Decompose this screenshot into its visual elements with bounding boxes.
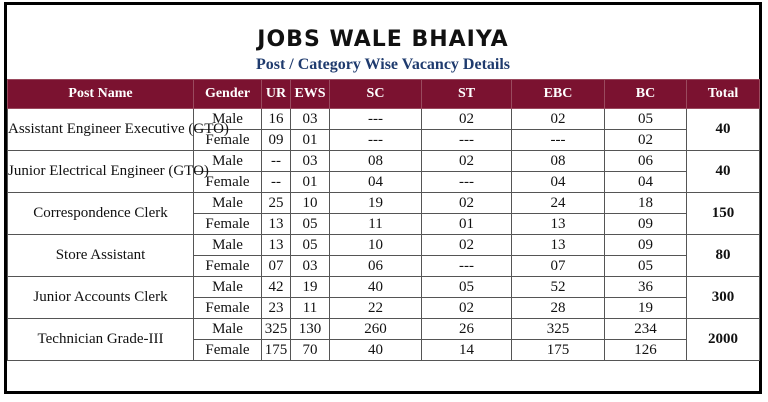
- count-cell: 09: [605, 235, 687, 256]
- count-cell: 16: [262, 109, 291, 130]
- count-cell: 01: [291, 130, 330, 151]
- count-cell: 40: [330, 277, 422, 298]
- table-body: [8, 109, 760, 361]
- total-cell: 300: [687, 277, 760, 319]
- header-gender: Gender: [194, 80, 262, 109]
- header-row: [8, 80, 760, 109]
- count-cell: 08: [330, 151, 422, 172]
- total-cell: 40: [687, 151, 760, 193]
- table-row: [8, 277, 760, 298]
- post-name-cell: Correspondence Clerk: [8, 193, 194, 235]
- total-cell: 40: [687, 109, 760, 151]
- header-ur: UR: [262, 80, 291, 109]
- header-ebc: EBC: [512, 80, 605, 109]
- document-frame: [4, 2, 762, 394]
- gender-cell: Female: [194, 172, 262, 193]
- count-cell: 08: [512, 151, 605, 172]
- count-cell: 42: [262, 277, 291, 298]
- count-cell: 13: [512, 214, 605, 235]
- count-cell: 28: [512, 298, 605, 319]
- count-cell: ---: [422, 172, 512, 193]
- count-cell: 05: [422, 277, 512, 298]
- total-cell: 80: [687, 235, 760, 277]
- count-cell: 11: [330, 214, 422, 235]
- count-cell: 05: [291, 214, 330, 235]
- count-cell: ---: [422, 130, 512, 151]
- count-cell: 03: [291, 109, 330, 130]
- header-bc: BC: [605, 80, 687, 109]
- count-cell: 260: [330, 319, 422, 340]
- count-cell: 09: [605, 214, 687, 235]
- count-cell: 02: [605, 130, 687, 151]
- count-cell: 11: [291, 298, 330, 319]
- count-cell: 04: [512, 172, 605, 193]
- count-cell: 234: [605, 319, 687, 340]
- count-cell: 22: [330, 298, 422, 319]
- gender-cell: Female: [194, 214, 262, 235]
- count-cell: 25: [262, 193, 291, 214]
- table-row: [8, 235, 760, 256]
- count-cell: 02: [422, 151, 512, 172]
- count-cell: 01: [291, 172, 330, 193]
- vacancy-table: [7, 79, 760, 361]
- count-cell: 13: [512, 235, 605, 256]
- gender-cell: Male: [194, 151, 262, 172]
- count-cell: 126: [605, 340, 687, 361]
- count-cell: 03: [291, 151, 330, 172]
- count-cell: 325: [262, 319, 291, 340]
- count-cell: 06: [605, 151, 687, 172]
- gender-cell: Male: [194, 235, 262, 256]
- count-cell: 02: [422, 235, 512, 256]
- brand-title: JOBS WALE BHAIYA: [257, 27, 509, 52]
- count-cell: 24: [512, 193, 605, 214]
- gender-cell: Male: [194, 277, 262, 298]
- count-cell: 03: [291, 256, 330, 277]
- header-st: ST: [422, 80, 512, 109]
- count-cell: 70: [291, 340, 330, 361]
- count-cell: 02: [422, 298, 512, 319]
- count-cell: ---: [330, 130, 422, 151]
- header-post-name: Post Name: [8, 80, 194, 109]
- gender-cell: Male: [194, 319, 262, 340]
- count-cell: 19: [605, 298, 687, 319]
- count-cell: 10: [291, 193, 330, 214]
- count-cell: 175: [512, 340, 605, 361]
- total-cell: 150: [687, 193, 760, 235]
- count-cell: ---: [330, 109, 422, 130]
- post-name-cell: Assistant Engineer Executive (GTO): [8, 109, 194, 151]
- gender-cell: Female: [194, 298, 262, 319]
- count-cell: 175: [262, 340, 291, 361]
- count-cell: 09: [262, 130, 291, 151]
- count-cell: 01: [422, 214, 512, 235]
- count-cell: 36: [605, 277, 687, 298]
- count-cell: 26: [422, 319, 512, 340]
- count-cell: 23: [262, 298, 291, 319]
- count-cell: 05: [605, 109, 687, 130]
- count-cell: 06: [330, 256, 422, 277]
- count-cell: 19: [330, 193, 422, 214]
- count-cell: 02: [512, 109, 605, 130]
- count-cell: --: [262, 151, 291, 172]
- table-row: [8, 193, 760, 214]
- gender-cell: Male: [194, 109, 262, 130]
- count-cell: 40: [330, 340, 422, 361]
- table-subtitle: Post / Category Wise Vacancy Details: [255, 56, 511, 73]
- count-cell: 14: [422, 340, 512, 361]
- count-cell: 18: [605, 193, 687, 214]
- gender-cell: Female: [194, 130, 262, 151]
- count-cell: 10: [330, 235, 422, 256]
- gender-cell: Female: [194, 256, 262, 277]
- header-ews: EWS: [291, 80, 330, 109]
- count-cell: 04: [330, 172, 422, 193]
- count-cell: 04: [605, 172, 687, 193]
- table-row: [8, 151, 760, 172]
- header-total: Total: [687, 80, 760, 109]
- count-cell: 325: [512, 319, 605, 340]
- count-cell: 02: [422, 109, 512, 130]
- gender-cell: Male: [194, 193, 262, 214]
- count-cell: ---: [512, 130, 605, 151]
- count-cell: 05: [291, 235, 330, 256]
- post-name-cell: Store Assistant: [8, 235, 194, 277]
- count-cell: 13: [262, 235, 291, 256]
- count-cell: 19: [291, 277, 330, 298]
- gender-cell: Female: [194, 340, 262, 361]
- count-cell: 07: [512, 256, 605, 277]
- count-cell: ---: [422, 256, 512, 277]
- count-cell: 13: [262, 214, 291, 235]
- count-cell: --: [262, 172, 291, 193]
- table-row: [8, 109, 760, 130]
- post-name-cell: Technician Grade-III: [8, 319, 194, 361]
- header-sc: SC: [330, 80, 422, 109]
- count-cell: 130: [291, 319, 330, 340]
- count-cell: 05: [605, 256, 687, 277]
- count-cell: 02: [422, 193, 512, 214]
- post-name-cell: Junior Accounts Clerk: [8, 277, 194, 319]
- count-cell: 52: [512, 277, 605, 298]
- total-cell: 2000: [687, 319, 760, 361]
- table-row: [8, 319, 760, 340]
- count-cell: 07: [262, 256, 291, 277]
- post-name-cell: Junior Electrical Engineer (GTO): [8, 151, 194, 193]
